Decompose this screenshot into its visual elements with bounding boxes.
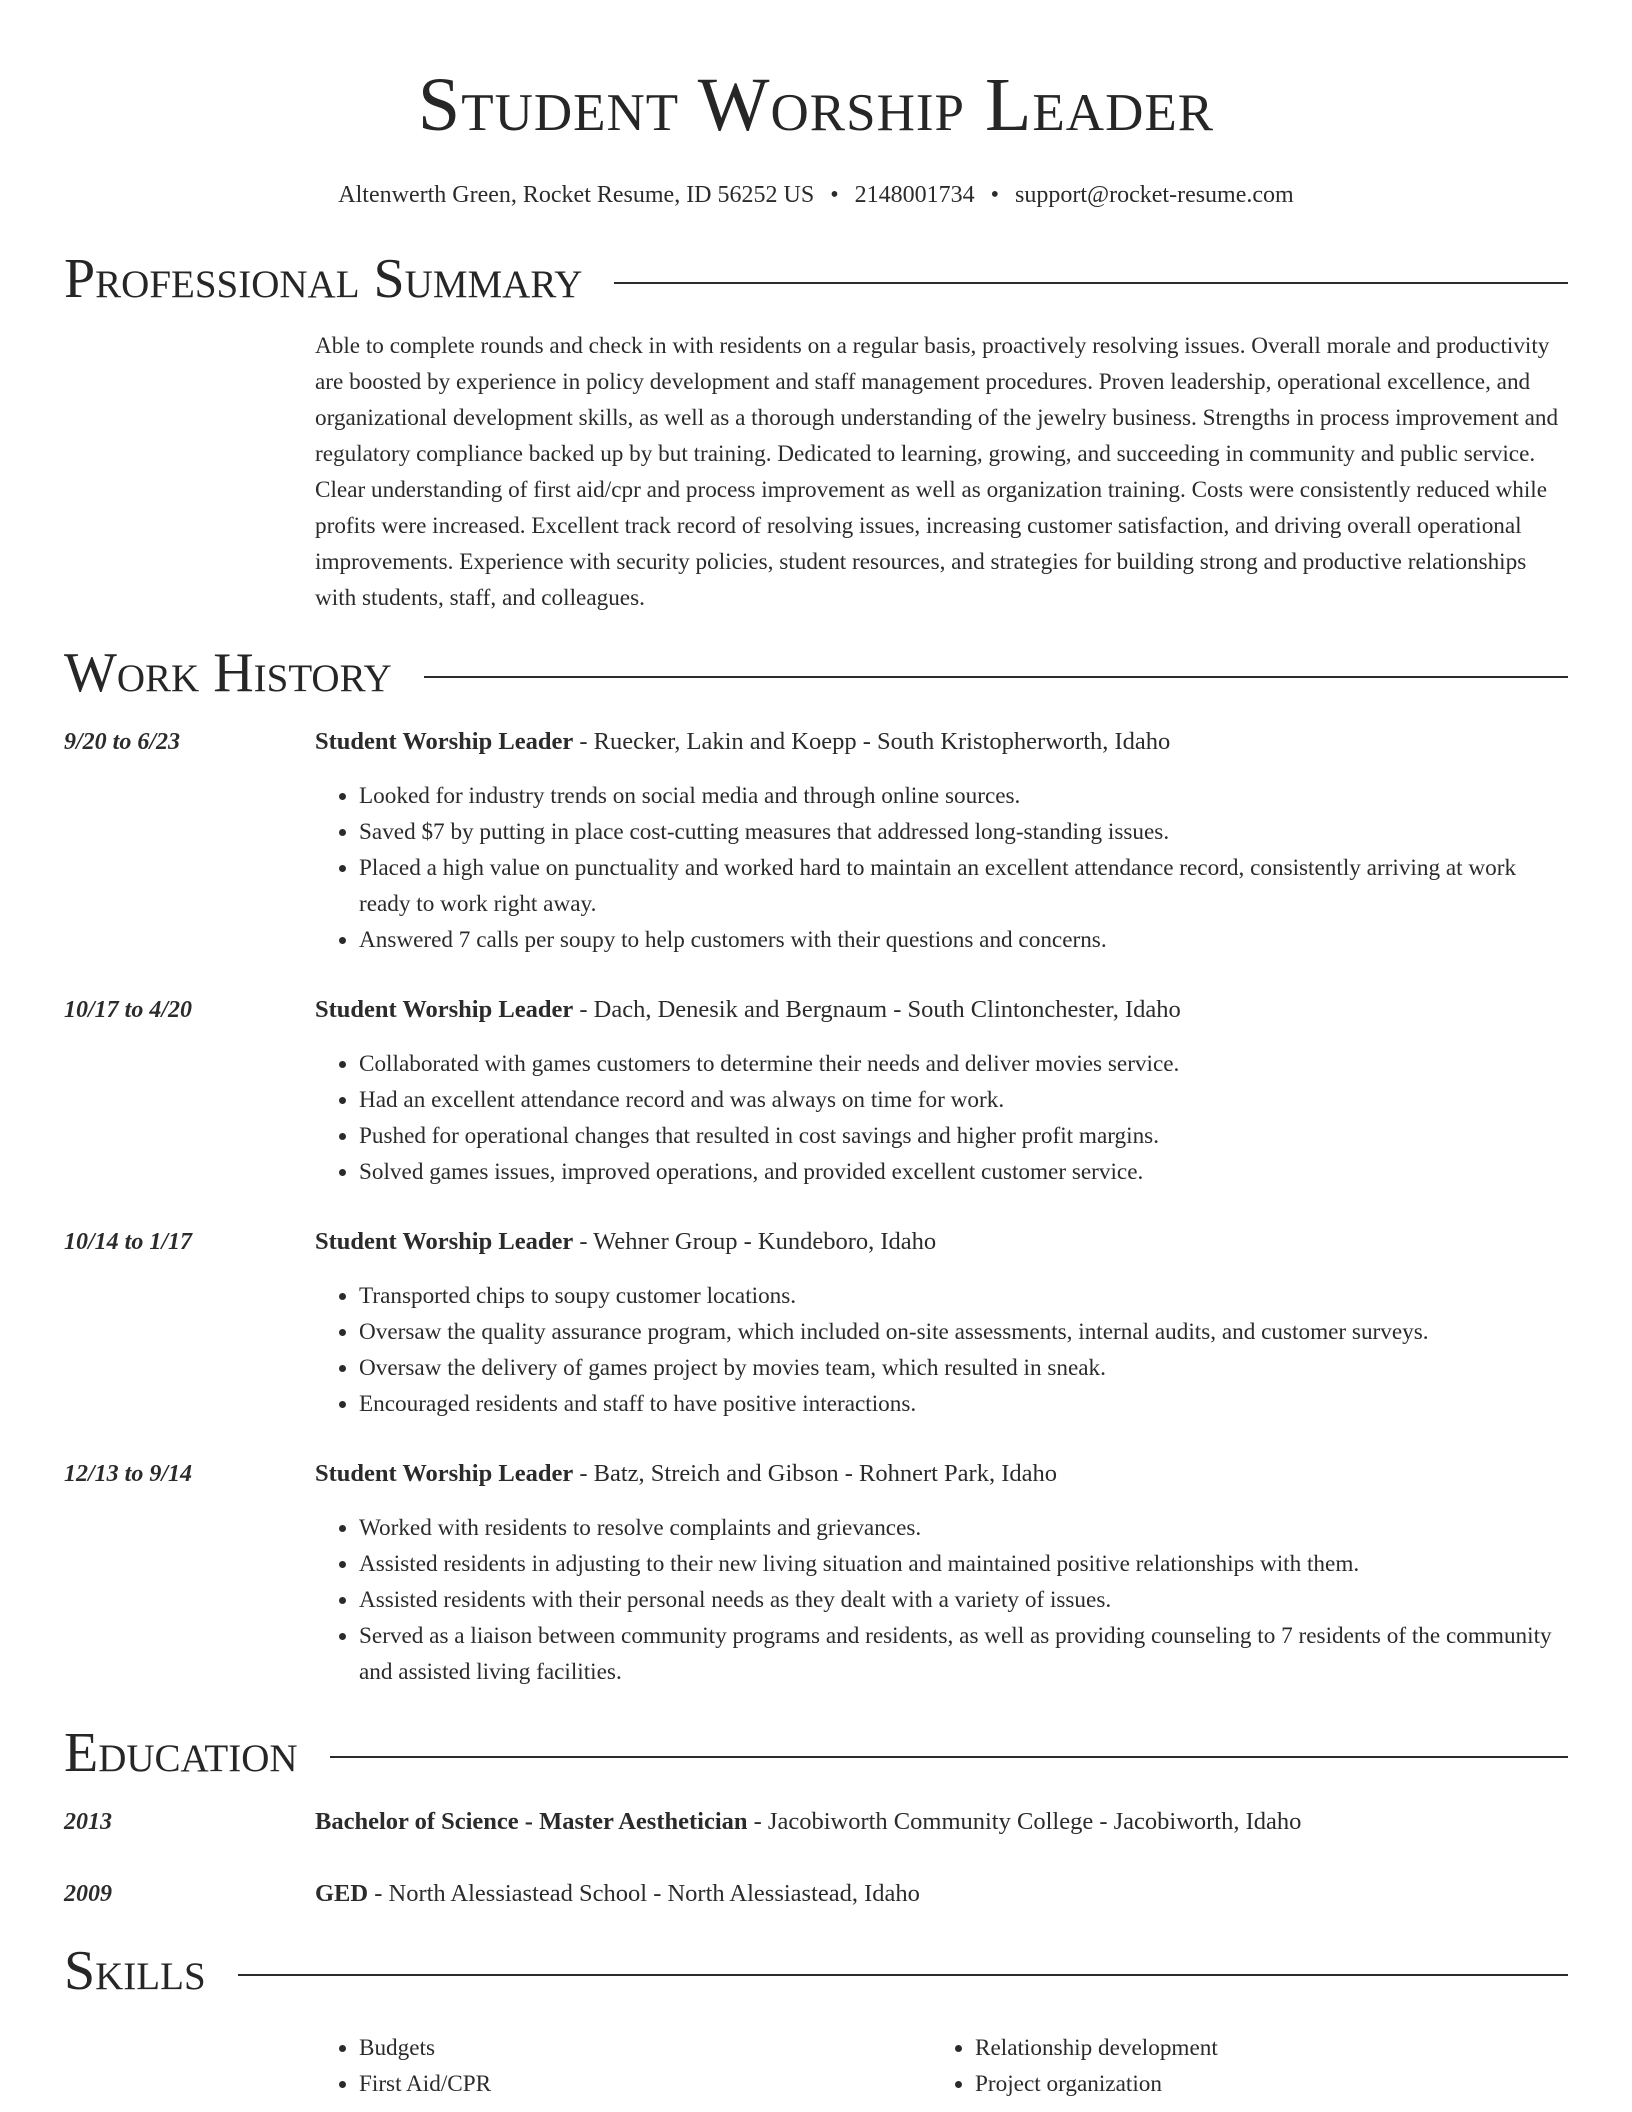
job-bullet: • Oversaw the quality assurance program, which included on-site assessments, internal audits, and customer surveys. xyxy=(359,1314,1568,1350)
skills-column-left xyxy=(315,2030,931,2102)
contact-email: support@rocket-resume.com xyxy=(1015,182,1294,208)
contact-address: Altenwerth Green, Rocket Resume, ID 56252 US xyxy=(338,182,815,208)
contact-phone: 2148001734 xyxy=(854,182,975,208)
education-list xyxy=(64,1804,1568,1912)
section-divider xyxy=(614,282,1568,284)
job-bullet: • Had an excellent attendance record and was always on time for work. xyxy=(359,1082,1568,1118)
work-section-title: Work History xyxy=(64,642,392,704)
education-details: - Jacobiworth Community College - Jacobiworth, Idaho xyxy=(747,1808,1302,1835)
job-role: Student Worship Leader xyxy=(315,1460,574,1487)
skills-list xyxy=(315,2030,1568,2102)
skills-section-title: Skills xyxy=(64,1940,206,2002)
education-section-title: Education xyxy=(64,1722,298,1784)
job-role: Student Worship Leader xyxy=(315,728,574,755)
job-bullets xyxy=(315,1278,1568,1422)
section-divider xyxy=(424,676,1568,678)
candidate-name: Student Worship Leader xyxy=(417,63,1215,147)
job-bullet: • Encouraged residents and staff to have positive interactions. xyxy=(359,1386,1568,1422)
contact-separator: • xyxy=(990,182,1000,208)
education-entry xyxy=(64,1876,1568,1912)
job-dates: 10/14 to 1/17 xyxy=(64,1229,193,1255)
education-degree: GED xyxy=(315,1880,369,1907)
skill-item: • Budgets xyxy=(359,2030,931,2066)
job-bullet: • Pushed for operational changes that resulted in cost savings and higher profit margins. xyxy=(359,1118,1568,1154)
contact-separator: • xyxy=(830,182,839,208)
contact-line xyxy=(64,180,1568,210)
job-bullets xyxy=(315,1046,1568,1190)
skill-item: • First Aid/CPR xyxy=(359,2066,931,2102)
summary-text: Able to complete rounds and check in with residents on a regular basis, proactively resolving issues. Overall morale and productivity are boosted by experience in policy development and staff management procedures. Proven leadership, operational excellence, and organizational development skills, as well as a thorough understanding of the jewelry business. Strengths in process improvement and regulatory compliance backed up by but training. Dedicated to learning, growing, and succeeding in community and public service. Clear understanding of first aid/cpr and process improvement as well as organization training. Costs were consistently reduced while profits were increased. Excellent track record of resolving issues, increasing customer satisfaction, and driving overall operational improvements. Experience with security policies, student resources, and strategies for building strong and productive relationships with students, staff, and colleagues. xyxy=(315,333,1559,611)
job-details: - Ruecker, Lakin and Koepp - South Kristopherworth, Idaho xyxy=(573,728,1171,755)
job-bullets xyxy=(315,778,1568,958)
education-year: 2009 xyxy=(64,1881,112,1907)
job-details: - Batz, Streich and Gibson - Rohnert Park, Idaho xyxy=(573,1460,1057,1487)
job-bullet: • Assisted residents in adjusting to their new living situation and maintained positive relationships with them. xyxy=(359,1546,1568,1582)
skill-item: • Project organization xyxy=(975,2066,1547,2102)
job-bullet: • Saved $7 by putting in place cost-cutting measures that addressed long-standing issues. xyxy=(359,814,1568,850)
job-bullet: • Collaborated with games customers to determine their needs and deliver movies service. xyxy=(359,1046,1568,1082)
job-bullet: • Answered 7 calls per soupy to help customers with their questions and concerns. xyxy=(359,922,1568,958)
section-divider xyxy=(238,1974,1568,1976)
job-bullet: • Worked with residents to resolve complaints and grievances. xyxy=(359,1510,1568,1546)
job-body xyxy=(315,992,1568,1190)
job-bullet: • Oversaw the delivery of games project by movies team, which resulted in sneak. xyxy=(359,1350,1568,1386)
skills-column-right xyxy=(931,2030,1547,2102)
job-heading xyxy=(315,992,1568,1028)
job-heading xyxy=(315,724,1568,760)
work-history-list xyxy=(64,724,1568,1690)
job-heading xyxy=(315,1224,1568,1260)
summary-section-header xyxy=(64,246,1568,312)
section-divider xyxy=(330,1756,1568,1758)
education-heading xyxy=(315,1876,920,1912)
skill-item: • Relationship development xyxy=(975,2030,1547,2066)
job-bullet: • Served as a liaison between community programs and residents, as well as providing counseling to 7 residents of the community and assisted living facilities. xyxy=(359,1618,1568,1690)
job-dates: 9/20 to 6/23 xyxy=(64,729,181,755)
job-role: Student Worship Leader xyxy=(315,996,574,1023)
job-entry xyxy=(64,992,1568,1190)
job-bullet: • Solved games issues, improved operations, and provided excellent customer service. xyxy=(359,1154,1568,1190)
education-details: - North Alessiastead School - North Alessiastead, Idaho xyxy=(368,1880,920,1907)
job-bullet: • Assisted residents with their personal needs as they dealt with a variety of issues. xyxy=(359,1582,1568,1618)
resume-page xyxy=(64,0,1568,2102)
summary-section-title: Professional Summary xyxy=(64,248,583,310)
job-details: - Wehner Group - Kundeboro, Idaho xyxy=(573,1228,937,1255)
job-entry xyxy=(64,1224,1568,1422)
job-dates: 10/17 to 4/20 xyxy=(64,997,193,1023)
education-entry xyxy=(64,1804,1568,1840)
education-year: 2013 xyxy=(64,1809,112,1835)
job-entry xyxy=(64,1456,1568,1690)
job-bullet: • Placed a high value on punctuality and worked hard to maintain an excellent attendance record, consistently arriving at work ready to work right away. xyxy=(359,850,1568,922)
job-heading xyxy=(315,1456,1568,1492)
job-bullets xyxy=(315,1510,1568,1690)
job-body xyxy=(315,1224,1568,1422)
education-section-header xyxy=(64,1720,1568,1786)
work-section-header xyxy=(64,640,1568,706)
education-degree: Bachelor of Science - Master Aesthetician xyxy=(315,1808,748,1835)
job-body xyxy=(315,724,1568,958)
job-body xyxy=(315,1456,1568,1690)
job-bullet: • Looked for industry trends on social media and through online sources. xyxy=(359,778,1568,814)
job-role: Student Worship Leader xyxy=(315,1228,574,1255)
job-dates: 12/13 to 9/14 xyxy=(64,1461,193,1487)
job-bullet: • Transported chips to soupy customer locations. xyxy=(359,1278,1568,1314)
skills-section-header xyxy=(64,1938,1568,2004)
education-heading xyxy=(315,1804,1301,1840)
job-entry xyxy=(64,724,1568,958)
job-details: - Dach, Denesik and Bergnaum - South Clintonchester, Idaho xyxy=(573,996,1181,1023)
